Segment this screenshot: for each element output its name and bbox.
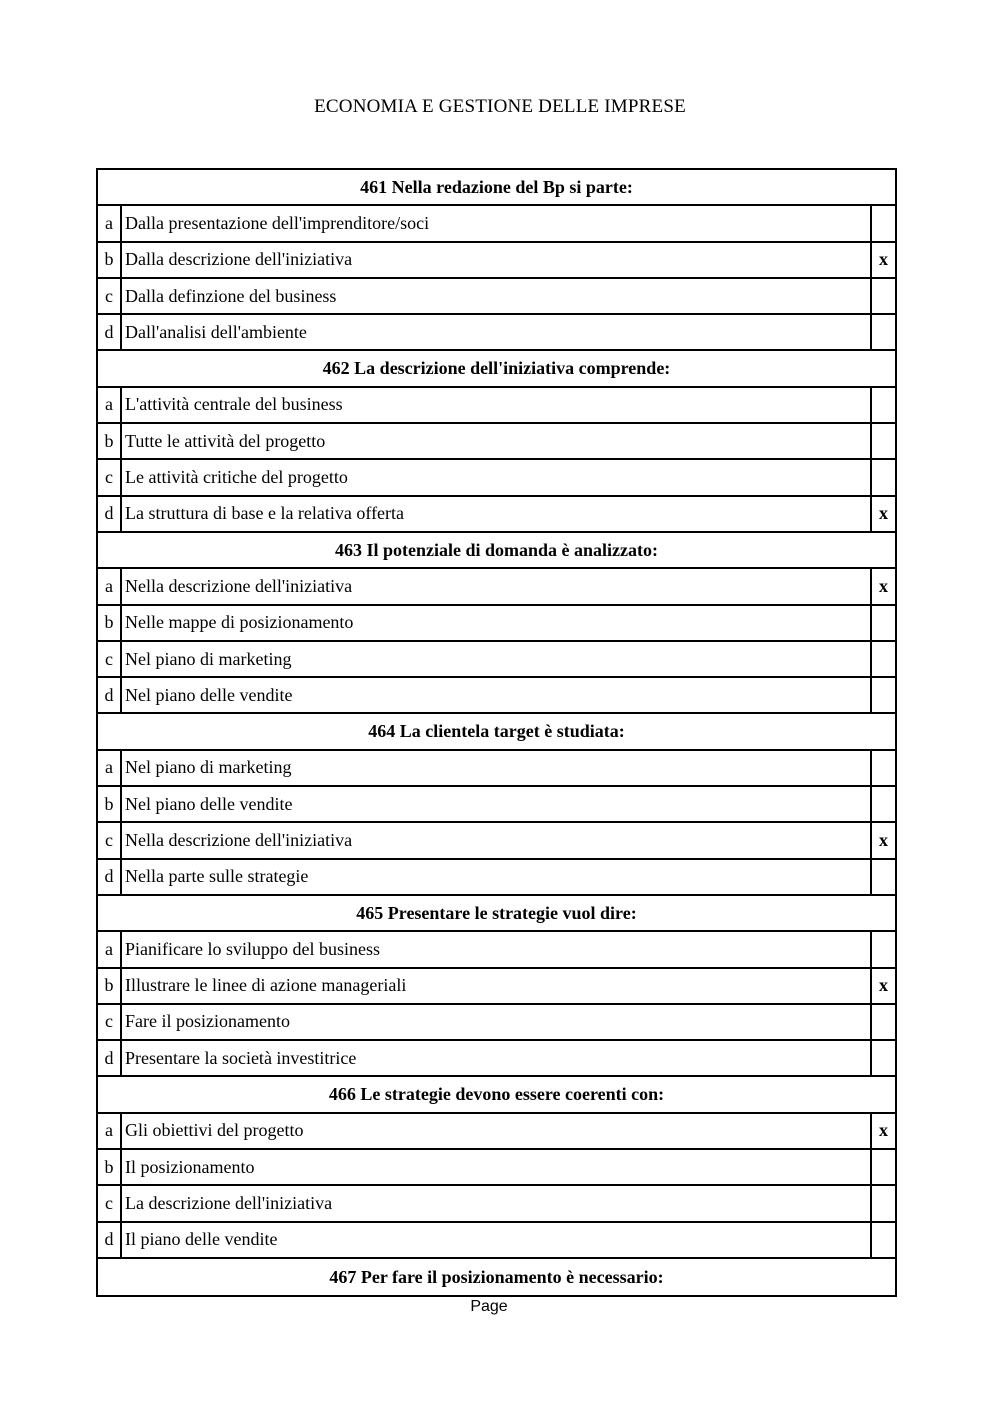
answer-text: Le attività critiche del progetto [122, 460, 872, 494]
answer-row [98, 642, 895, 678]
answer-mark [872, 315, 895, 349]
question-row [98, 896, 895, 932]
answer-text: Nel piano delle vendite [122, 787, 872, 821]
question-row [98, 533, 895, 569]
answer-row [98, 969, 895, 1005]
quiz-table [96, 168, 897, 1297]
question-row [98, 714, 895, 750]
answer-letter: b [98, 424, 122, 458]
answer-row [98, 787, 895, 823]
answer-row [98, 1150, 895, 1186]
answer-text: La descrizione dell'iniziativa [122, 1186, 872, 1220]
answer-mark [872, 787, 895, 821]
answer-text: Dalla presentazione dell'imprenditore/soci [122, 206, 872, 240]
answer-mark [872, 1223, 895, 1257]
answer-letter: d [98, 1223, 122, 1257]
answer-row [98, 460, 895, 496]
answer-row [98, 751, 895, 787]
answer-row [98, 243, 895, 279]
answer-letter: b [98, 606, 122, 640]
answer-mark [872, 606, 895, 640]
answer-text: Nelle mappe di posizionamento [122, 606, 872, 640]
answer-row [98, 823, 895, 859]
answer-letter: b [98, 969, 122, 1003]
answer-mark [872, 460, 895, 494]
answer-text: Dalla descrizione dell'iniziativa [122, 243, 872, 277]
answer-mark [872, 424, 895, 458]
answer-row [98, 388, 895, 424]
answer-letter: d [98, 497, 122, 531]
answer-text: Nel piano delle vendite [122, 678, 872, 712]
answer-letter: a [98, 569, 122, 603]
answer-row [98, 1186, 895, 1222]
answer-row [98, 497, 895, 533]
answer-letter: b [98, 243, 122, 277]
answer-row [98, 1223, 895, 1259]
answer-mark [872, 932, 895, 966]
question-row [98, 351, 895, 387]
answer-row [98, 279, 895, 315]
answer-mark [872, 1150, 895, 1184]
question-row [98, 1259, 895, 1295]
answer-text: Fare il posizionamento [122, 1005, 872, 1039]
answer-text: Il posizionamento [122, 1150, 872, 1184]
answer-mark [872, 1005, 895, 1039]
answer-mark [872, 860, 895, 894]
answer-row [98, 424, 895, 460]
answer-mark: x [879, 1120, 888, 1141]
answer-letter: d [98, 315, 122, 349]
answer-text: Nel piano di marketing [122, 751, 872, 785]
question-text: 461 Nella redazione del Bp si parte: [360, 176, 633, 197]
answer-letter: c [98, 1005, 122, 1039]
answer-text: Nella descrizione dell'iniziativa [122, 569, 872, 603]
answer-letter: a [98, 932, 122, 966]
answer-letter: c [98, 823, 122, 857]
answer-letter: d [98, 1041, 122, 1075]
answer-mark [872, 206, 895, 240]
answer-letter: c [98, 460, 122, 494]
answer-text: Tutte le attività del progetto [122, 424, 872, 458]
answer-text: Dalla definzione del business [122, 279, 872, 313]
question-text: 463 Il potenziale di domanda è analizzato: [335, 539, 658, 560]
question-text: 466 Le strategie devono essere coerenti con: [328, 1084, 665, 1105]
answer-letter: a [98, 751, 122, 785]
page-title: ECONOMIA E GESTIONE DELLE IMPRESE [314, 96, 686, 117]
answer-mark [872, 388, 895, 422]
answer-text: La struttura di base e la relativa offerta [122, 497, 872, 531]
answer-mark: x [879, 829, 888, 850]
question-row [98, 170, 895, 206]
answer-row [98, 678, 895, 714]
question-text: 467 Per fare il posizionamento è necessario: [329, 1266, 664, 1287]
answer-mark: x [879, 575, 888, 596]
answer-text: Nella descrizione dell'iniziativa [122, 823, 872, 857]
answer-text: Dall'analisi dell'ambiente [122, 315, 872, 349]
answer-text: Nella parte sulle strategie [122, 860, 872, 894]
answer-mark [872, 751, 895, 785]
question-text: 465 Presentare le strategie vuol dire: [356, 902, 637, 923]
answer-mark [872, 1186, 895, 1220]
answer-row [98, 932, 895, 968]
answer-letter: d [98, 678, 122, 712]
answer-row [98, 206, 895, 242]
answer-text: L'attività centrale del business [122, 388, 872, 422]
answer-row [98, 569, 895, 605]
answer-row [98, 1114, 895, 1150]
answer-row [98, 606, 895, 642]
answer-letter: a [98, 206, 122, 240]
answer-mark [872, 642, 895, 676]
answer-row [98, 1005, 895, 1041]
answer-text: Presentare la società investitrice [122, 1041, 872, 1075]
answer-text: Il piano delle vendite [122, 1223, 872, 1257]
answer-row [98, 315, 895, 351]
answer-mark [872, 279, 895, 313]
question-text: 462 La descrizione dell'iniziativa comprende: [322, 358, 671, 379]
answer-mark [872, 678, 895, 712]
answer-text: Gli obiettivi del progetto [122, 1114, 872, 1148]
answer-letter: a [98, 388, 122, 422]
answer-text: Pianificare lo sviluppo del business [122, 932, 872, 966]
answer-mark: x [879, 249, 888, 270]
question-text: 464 La clientela target è studiata: [368, 721, 625, 742]
answer-letter: b [98, 1150, 122, 1184]
answer-mark: x [879, 503, 888, 524]
answer-letter: b [98, 787, 122, 821]
answer-row [98, 1041, 895, 1077]
answer-text: Illustrare le linee di azione manageriali [122, 969, 872, 1003]
answer-letter: a [98, 1114, 122, 1148]
answer-mark: x [879, 975, 888, 996]
question-row [98, 1077, 895, 1113]
answer-letter: c [98, 1186, 122, 1220]
answer-row [98, 860, 895, 896]
answer-letter: c [98, 279, 122, 313]
answer-mark [872, 1041, 895, 1075]
page-footer: Page [470, 1298, 508, 1315]
answer-letter: d [98, 860, 122, 894]
answer-letter: c [98, 642, 122, 676]
answer-text: Nel piano di marketing [122, 642, 872, 676]
